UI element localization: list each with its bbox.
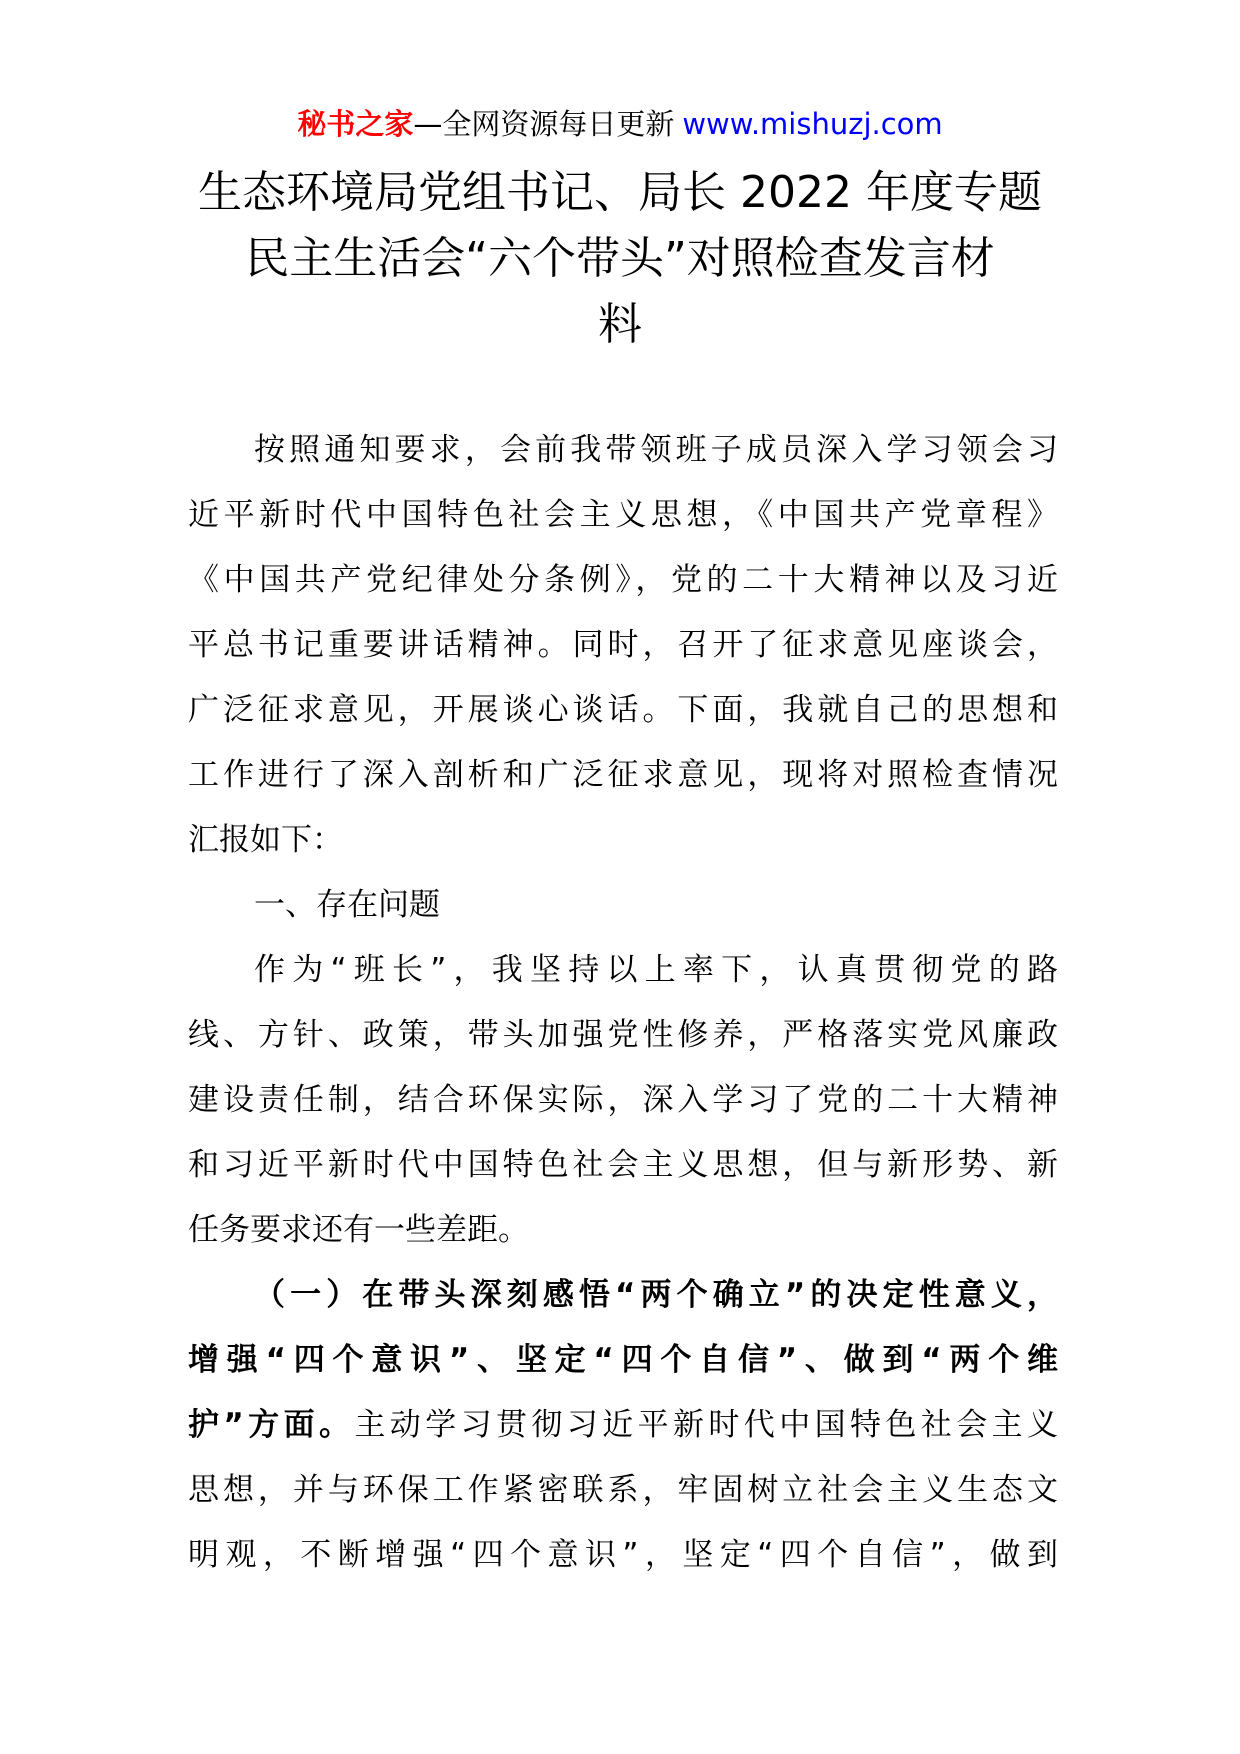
subsection-heading-line: 增强“四个意识”、坚定“四个自信”、做到“两个维 [188, 1342, 1058, 1378]
section-paragraph [188, 938, 1058, 1263]
subsection-heading-end: 护”方面。 [188, 1407, 355, 1443]
intro-paragraph [188, 418, 1058, 873]
paragraph-line: 任务要求还有一些差距。 [188, 1212, 529, 1248]
subsection-heading-line: （一）在带头深刻感悟“两个确立”的决定性意义， [254, 1277, 1058, 1313]
title-line: 料 [598, 299, 642, 350]
watermark-brand: 秘书之家 [297, 107, 414, 141]
paragraph-line: 工作进行了深入剖析和广泛征求意见，现将对照检查情况 [188, 757, 1058, 793]
paragraph-line: 建设责任制，结合环保实际，深入学习了党的二十大精神 [188, 1082, 1058, 1118]
paragraph-line: 平总书记重要讲话精神。同时，召开了征求意见座谈会， [188, 627, 1058, 663]
subsection-paragraph [188, 1263, 1058, 1588]
title-line: 生态环境局党组书记、局长 2022 年度专题 [198, 167, 1042, 218]
title-line: 民主生活会“六个带头”对照检查发言材 [245, 233, 995, 284]
section-heading: 一、存在问题 [254, 887, 440, 923]
watermark-header [0, 100, 1240, 148]
paragraph-line: 按照通知要求，会前我带领班子成员深入学习领会习 [254, 432, 1058, 468]
paragraph-line [188, 1393, 1058, 1458]
paragraph-line: 汇报如下： [188, 822, 343, 858]
watermark-url-link[interactable]: www.mishuzj.com [682, 107, 943, 141]
paragraph-text: 主动学习贯彻习近平新时代中国特色社会主义 [354, 1407, 1059, 1443]
paragraph-line: 明观，不断增强“四个意识”，坚定“四个自信”，做到 [188, 1537, 1058, 1573]
paragraph-line: 思想，并与环保工作紧密联系，牢固树立社会主义生态文 [188, 1472, 1058, 1508]
paragraph-line: 广泛征求意见，开展谈心谈话。下面，我就自己的思想和 [188, 692, 1058, 728]
paragraph-line: 近平新时代中国特色社会主义思想，《中国共产党章程》 [188, 497, 1058, 533]
document-body [188, 418, 1058, 1588]
watermark-slogan: —全网资源每日更新 [413, 107, 675, 141]
paragraph-line: 《中国共产党纪律处分条例》，党的二十大精神以及习近 [188, 562, 1058, 598]
document-title [190, 160, 1050, 358]
paragraph-line: 线、方针、政策，带头加强党性修养，严格落实党风廉政 [188, 1017, 1058, 1053]
paragraph-line: 作为“班长”，我坚持以上率下，认真贯彻党的路 [254, 952, 1058, 988]
paragraph-line: 和习近平新时代中国特色社会主义思想，但与新形势、新 [188, 1147, 1058, 1183]
